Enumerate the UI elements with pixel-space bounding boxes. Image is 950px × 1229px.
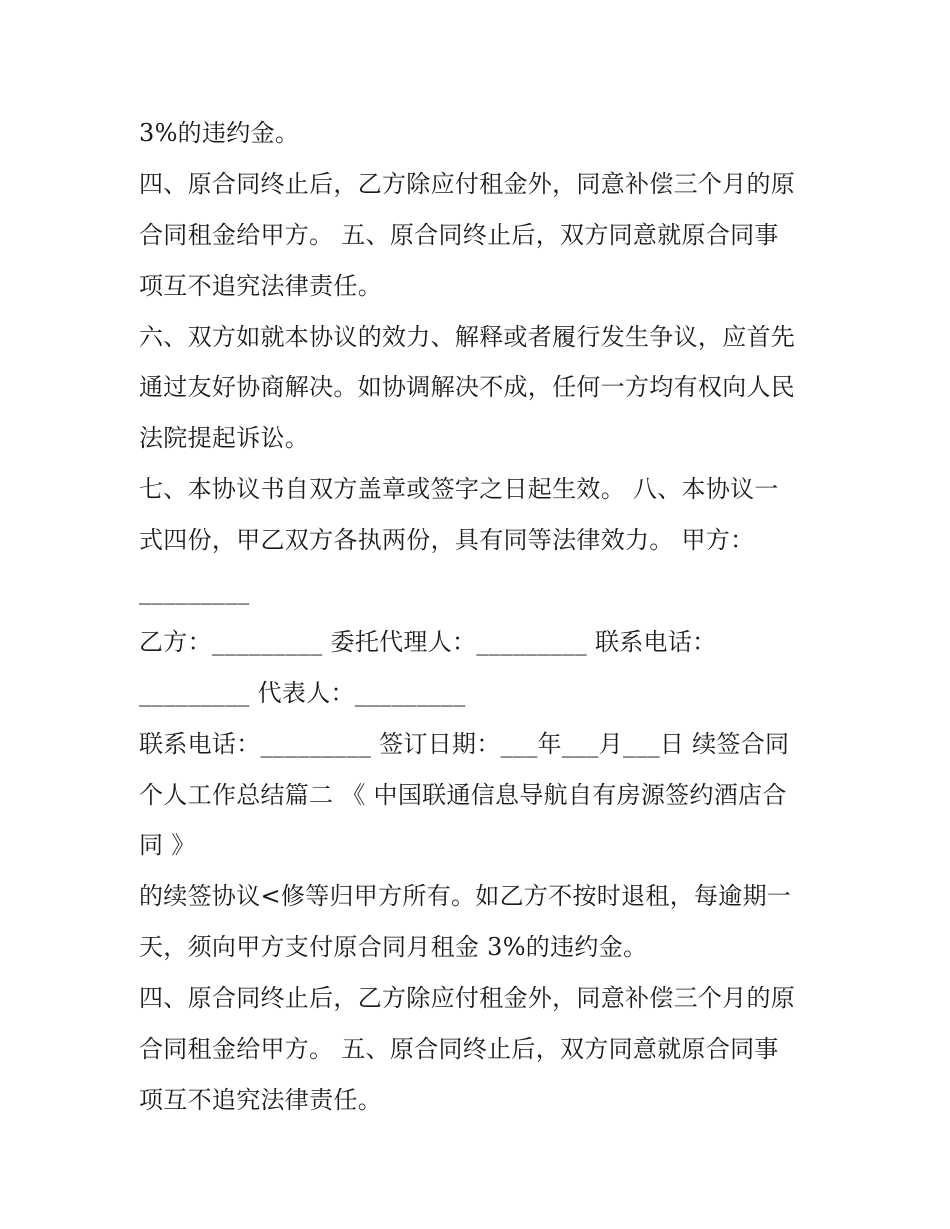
document-page (139, 108, 819, 1126)
text-line: 个人工作总结篇二 《 中国联通信息导航自有房源签约酒店合 (139, 780, 787, 809)
signature-blank: _________ (139, 577, 250, 606)
text-line: 联系电话：_________ 签订日期：___年___月___日 续签合同 (139, 729, 790, 758)
text-line: 式四份，甲乙双方各执两份，具有同等法律效力。 甲方： (139, 526, 755, 555)
text-line: 四、原合同终止后，乙方除应付租金外，同意补偿三个月的原 (139, 169, 796, 198)
text-line: 项互不追究法律责任。 (139, 1085, 382, 1114)
text-line: _________ 代表人：_________ (139, 678, 466, 707)
text-line: 六、双方如就本协议的效力、解释或者履行发生争议，应首先 (139, 322, 796, 351)
text-line: 七、本协议书自双方盖章或签字之日起生效。 八、本协议一 (139, 475, 779, 504)
text-line: 通过友好协商解决。如协调解决不成，任何一方均有权向人民 (139, 373, 796, 402)
text-line: 3%的违约金。 (139, 119, 300, 147)
text-line: 项互不追究法律责任。 (139, 271, 382, 300)
text-line: 同 》 (139, 831, 196, 860)
text-line: 合同租金给甲方。 五、原合同终止后，双方同意就原合同事 (139, 1035, 779, 1064)
text-line: 乙方：_________ 委托代理人：_________ 联系电话： (139, 627, 717, 656)
text-line: 合同租金给甲方。 五、原合同终止后，双方同意就原合同事 (139, 220, 779, 249)
text-line: 法院提起诉讼。 (139, 424, 310, 453)
text-line: 天，须向甲方支付原合同月租金 3%的违约金。 (139, 933, 648, 962)
text-line: 的续签协议<修等归甲方所有。如乙方不按时退租，每逾期一 (139, 882, 792, 911)
text-line: 四、原合同终止后，乙方除应付租金外，同意补偿三个月的原 (139, 984, 796, 1013)
